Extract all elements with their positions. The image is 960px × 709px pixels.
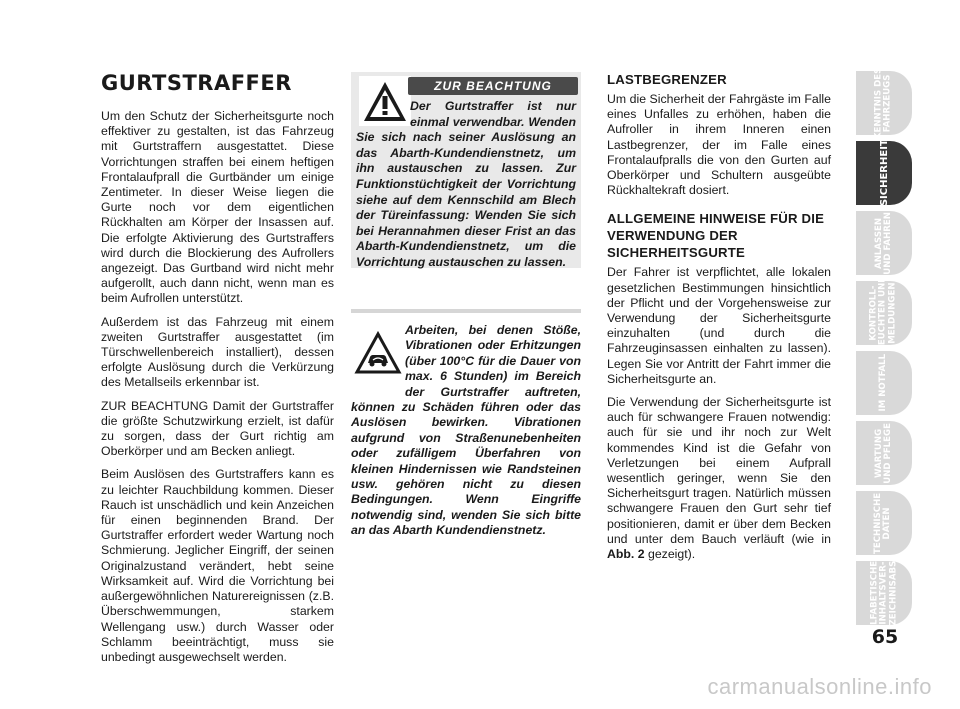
tab-im-notfall[interactable] xyxy=(856,351,912,415)
tab-label: ANLASSEN UND FAHREN xyxy=(873,211,894,275)
right-column xyxy=(607,71,831,570)
warning-box xyxy=(351,72,581,268)
heading-lastbegrenzer: LASTBEGRENZER xyxy=(607,72,727,87)
note-box xyxy=(351,309,581,539)
paragraph-text: Die Verwendung der Sicherheitsgurte ist auch für schwangere Frauen notwendig: auch für sie und ihr noch zur Welt kommendes Kind ist die Gefahr von Verletzungen bei einem Aufprall wesentlich geringer, wenn Sie den Sicherheitsgurt tragen. Natürlich müssen schwangere Frauen den Gurt sehr tief positionieren, damit er über dem Becken und unter dem Bauch verläuft (wie in xyxy=(607,395,831,546)
warning-badge: ZUR BEACHTUNG xyxy=(408,77,578,95)
paragraph: Beim Auslösen des Gurtstraffers kann es zu leichter Rauchbildung kommen. Dieser Rauch ist unschädlich und kein Anzeichen für einen beginnenden Brand. Der Gurtstraffer erfordert weder Wartung noch Schmierung. Jeglicher Eingriff, der seinen Originalzustand verändert, hebt seine Wirksamkeit auf. Wird die Vorrichtung bei außergewöhnlichen Naturereignissen (z.B. Überschwemmungen, starkem Wellengang usw.) durch Wasser oder Schlamm beeinträchtigt, muss sie unbedingt ausgewechselt werden. xyxy=(101,467,334,664)
tab-kenntnis-des-fahrzeugs[interactable] xyxy=(856,67,912,139)
paragraph: Um den Schutz der Sicherheitsgurte noch effektiver zu gestalten, ist das Fahrzeug mit Gurtstraffern ausgestattet. Diese Vorrichtungen straffen bei einem heftigen Frontalaufprall die Gurtbänder um einige Zentimeter. In dieser Weise liegen die Gurte noch vor dem eigentlichen Rückhalten am Körper der Insassen auf. Die erfolgte Aktivierung des Gurtstraffers wird durch die Blockierung des Aufrollers angezeigt. Das Gurtband wird nicht mehr aufgerollt, auch dann nicht, wenn man es beim Aufrollen unterstützt. xyxy=(101,109,334,306)
tab-anlassen-und-fahren[interactable] xyxy=(856,211,912,275)
tab-label: WARTUNG UND PFLEGE xyxy=(873,422,893,484)
tab-inhaltsverzeichnis[interactable] xyxy=(856,554,912,632)
tab-kontrollleuchten[interactable] xyxy=(856,275,912,351)
paragraph: Außerdem ist das Fahrzeug mit einem zweiten Gurtstraffer ausgestattet (im Türschwellenbereich installiert), dessen erfolgte Auslösung durch die Verkürzung des Metallseils erkennbar ist. xyxy=(101,314,334,390)
tab-label: KENNTNIS DES FAHRZEUGS xyxy=(873,67,894,139)
tab-wartung-und-pflege[interactable] xyxy=(856,421,912,485)
tab-label: IM NOTFALL xyxy=(878,354,889,412)
tab-label: TECHNISCHE DATEN xyxy=(873,492,893,554)
heading-allgemeine-hinweise: ALLGEMEINE HINWEISE FÜR DIE VERWENDUNG DER SICHERHEITSGURTE xyxy=(607,211,825,261)
figure-reference: Abb. 2 xyxy=(607,547,645,562)
caution-car-icon xyxy=(354,331,402,380)
paragraph xyxy=(607,395,831,562)
tab-technische-daten[interactable] xyxy=(856,491,912,555)
left-column xyxy=(101,71,334,673)
section-title: GURTSTRAFFER xyxy=(101,71,292,95)
page-number: 65 xyxy=(871,626,899,648)
paragraph-text: gezeigt). xyxy=(644,547,696,562)
paragraph: ZUR BEACHTUNG Damit der Gurtstraffer die größte Schutzwirkung erzielt, ist dafür zu sorgen, dass der Gurt richtig am Oberkörper und am Becken anliegt. xyxy=(101,398,334,459)
warning-text: Der Gurtstraffer ist nur einmal verwendbar. Wenden Sie sich nach seiner Auslösung an das Abarth-Kundendienstnetz, um ihn austauschen zu lassen. Zur Funktionstüchtigkeit der Vorrichtung siehe auf dem Kennschild am Blech der Türeinfassung: Wenden Sie sich bei Herannahmen dieser Frist an das Abarth-Kundendienstnetz, um die Vorrichtung austauschen zu lassen. xyxy=(356,99,576,269)
chapter-tabs xyxy=(856,67,912,632)
tab-label: ALFABETISCHES INHALTSVER- ZEICHNISABS xyxy=(868,554,898,632)
tab-label: SICHERHEIT xyxy=(878,139,890,207)
paragraph: Um die Sicherheit der Fahrgäste im Falle eines Unfalles zu erhöhen, haben die Aufroller in ihrem Inneren einen Lastbegrenzer, der im Falle eines Frontalaufpralls die von den Gurten auf Oberkörper und Schultern ausgeübte Rückhaltekraft dosiert. xyxy=(607,92,831,198)
watermark: carmanualsonline.info xyxy=(707,674,932,699)
paragraph: Der Fahrer ist verpflichtet, alle lokalen gesetzlichen Bestimmungen hinsichtlich der Pflicht und der Vorgehensweise zur Verwendung der Sicherheitsgurte einzuhalten (und durch die Fahrzeuginsassen einhalten zu lassen). Legen Sie vor Antritt der Fahrt immer die Sicherheitsgurte an. xyxy=(607,265,831,386)
note-text: Arbeiten, bei denen Stöße, Vibrationen oder Erhitzungen (über 100°C für die Dauer von max. 6 Stunden) im Bereich der Gurtstraffer auftreten, können zu Schäden führen oder das Auslösen bewirken. Vibrationen aufgrund von Straßenunebenheiten oder zufälligem Überfahren von kleinen Hindernissen wie Randsteinen usw. gehören nicht zu diesen Bedingungen. Wenn Eingriffe notwendig sind, wenden Sie sich bitte an das Abarth Kundendienstnetz. xyxy=(351,323,581,538)
tab-label: KONTROLL- LEUCHTEN UND MELDUNGEN xyxy=(868,275,898,351)
tab-sicherheit[interactable] xyxy=(856,141,912,205)
